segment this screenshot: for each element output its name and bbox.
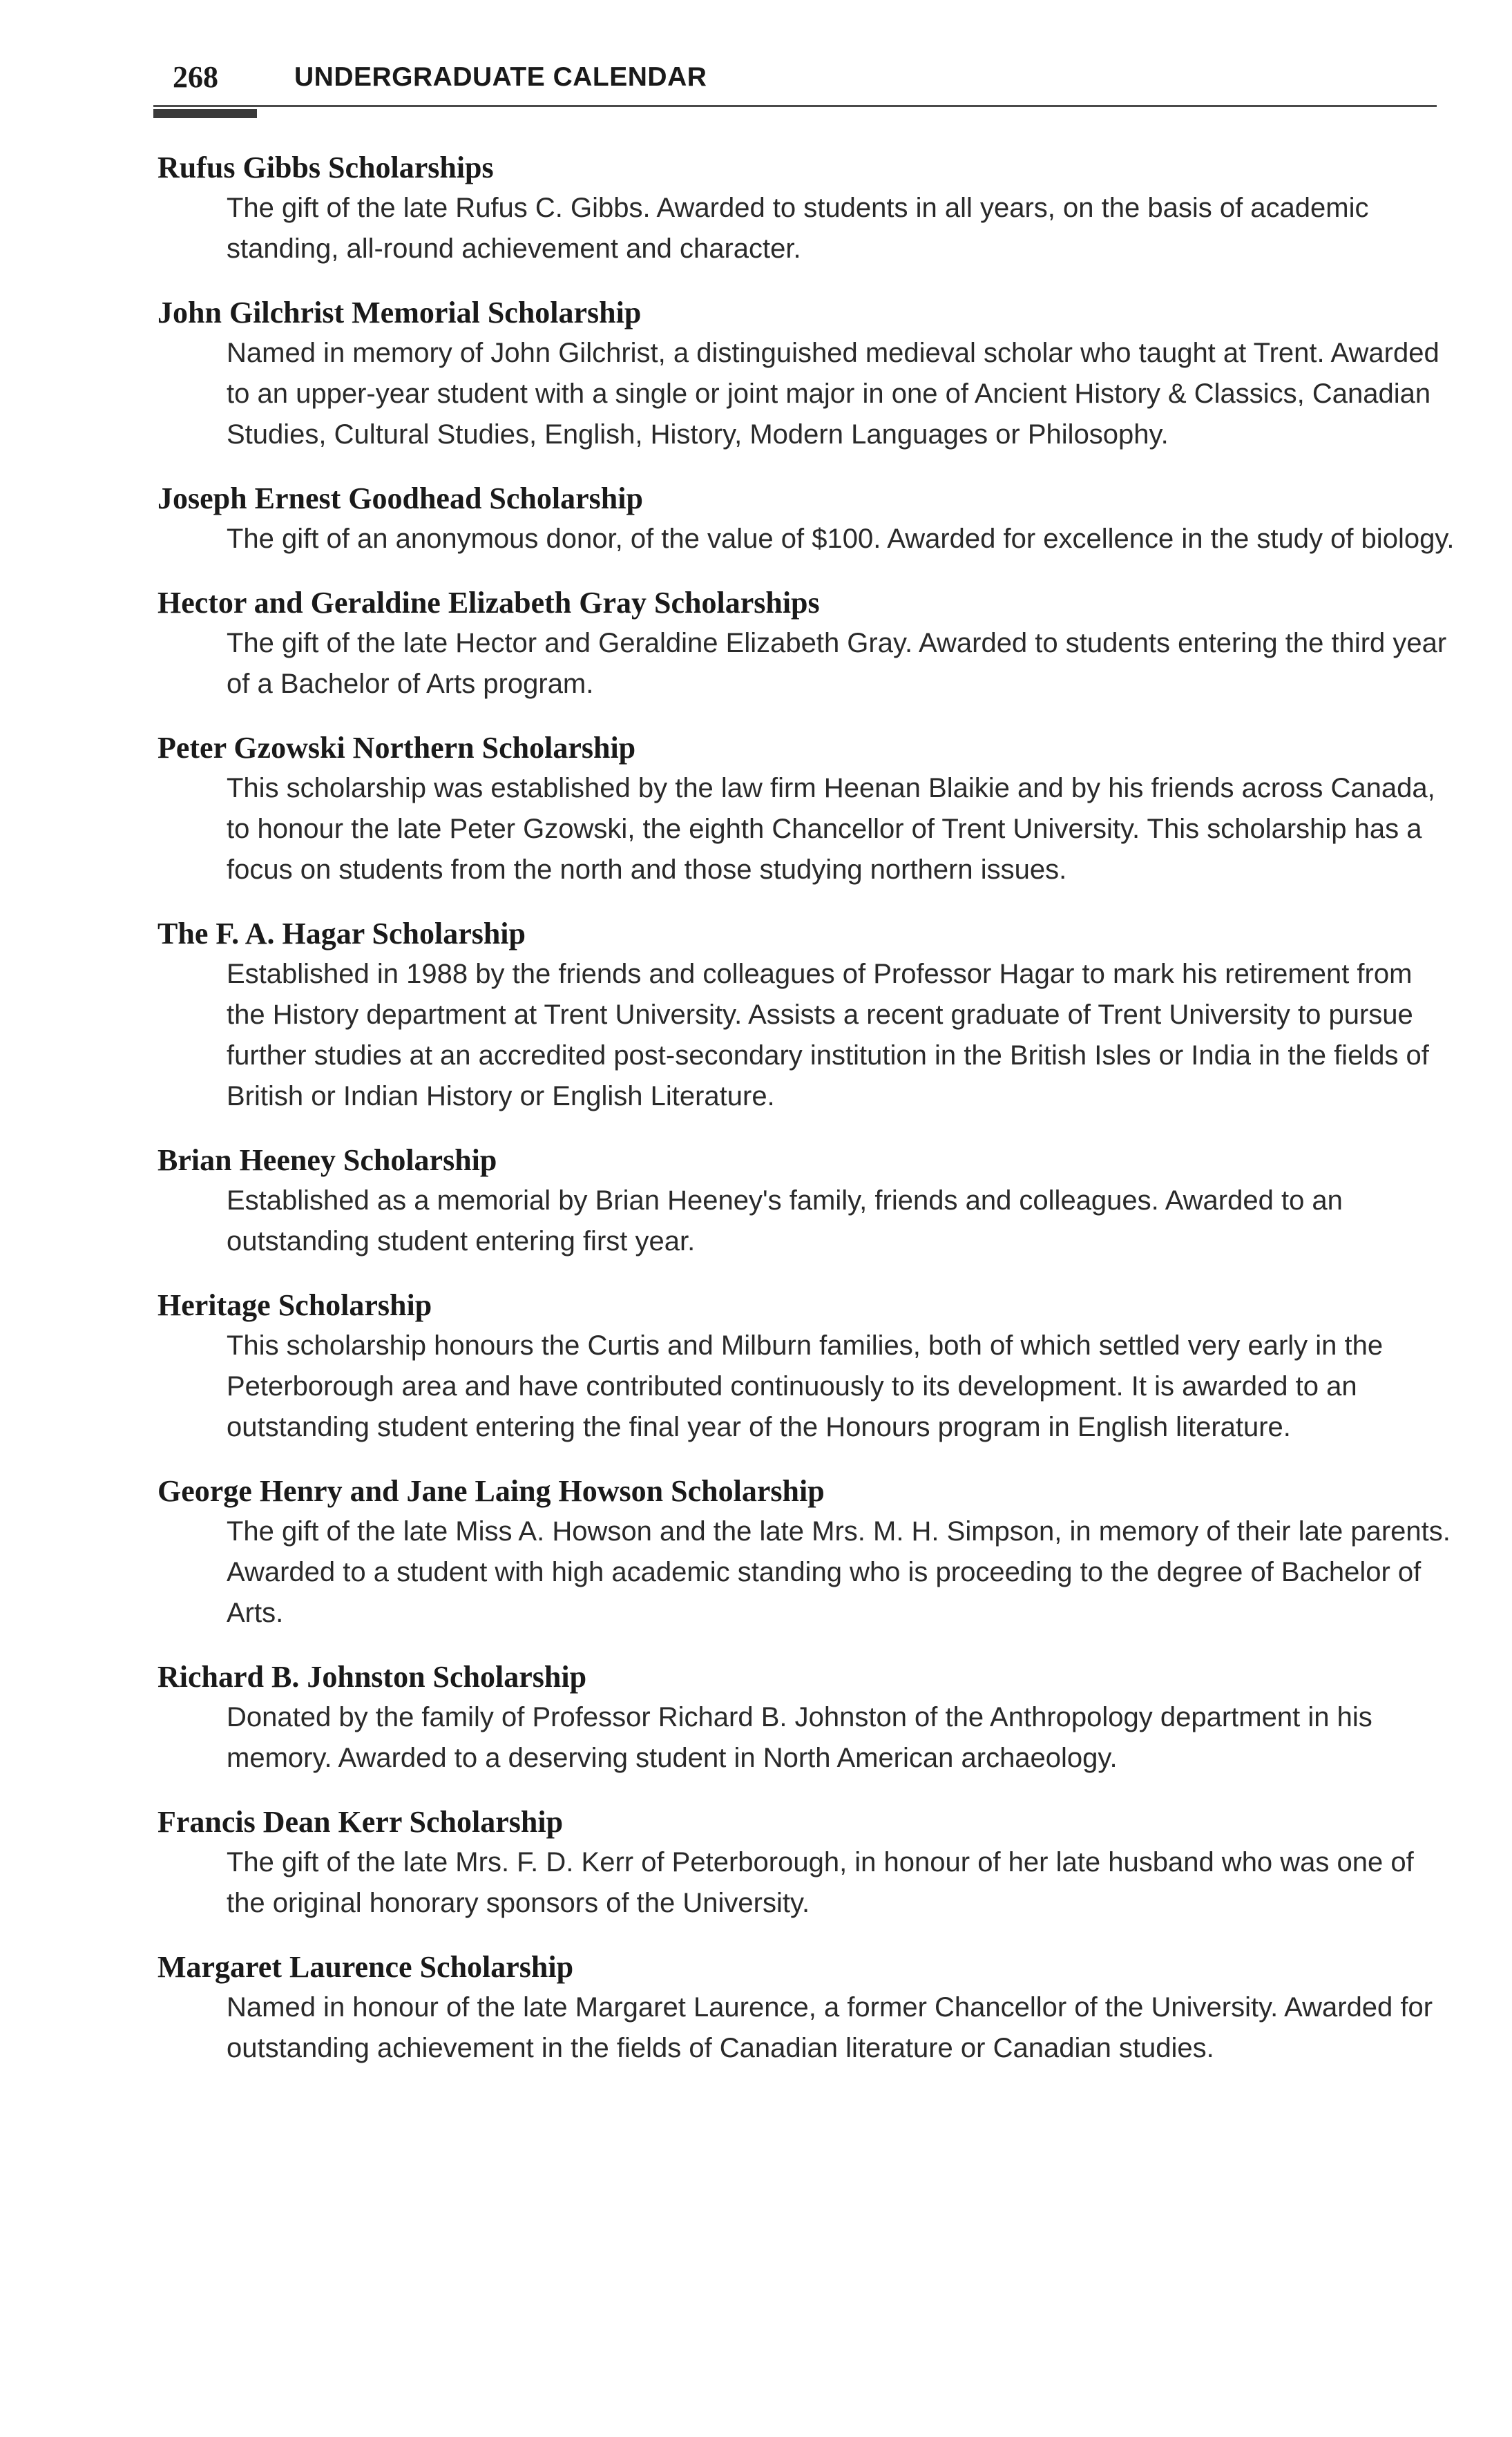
scholarship-description: Established as a memorial by Brian Heeney's family, friends and colleagues. Awarded to an outstanding student entering first year.: [227, 1185, 1343, 1256]
scholarship-title: Hector and Geraldine Elizabeth Gray Scholarships: [157, 586, 820, 620]
scholarship-title: Margaret Laurence Scholarship: [157, 1950, 574, 1984]
scholarship-entry: [157, 1140, 1470, 1262]
running-head: UNDERGRADUATE CALENDAR: [294, 62, 707, 92]
scholarship-entry: [157, 1947, 1470, 2069]
scholarship-entry: [157, 1471, 1470, 1634]
scholarship-description: Named in honour of the late Margaret Laurence, a former Chancellor of the University. Awarded for outstanding achievement in the fields of Canadian literature or Canadian studies.: [227, 1992, 1433, 2063]
scholarship-description: Established in 1988 by the friends and colleagues of Professor Hagar to mark his retirement from the History department at Trent University. Assists a recent graduate of Trent University to pursue further studies at an accredited post-secondary institution in the British Isles or India in the fields of British or Indian History or English Literature.: [227, 959, 1429, 1111]
scholarship-title: The F. A. Hagar Scholarship: [157, 917, 526, 950]
page-header: [173, 57, 1437, 98]
scholarship-description: The gift of the late Rufus C. Gibbs. Awarded to students in all years, on the basis of academic standing, all-round achievement and character.: [227, 193, 1369, 264]
scholarship-entry: [157, 1657, 1470, 1779]
scholarship-title: George Henry and Jane Laing Howson Scholarship: [157, 1474, 825, 1508]
scholarship-description: The gift of an anonymous donor, of the value of $100. Awarded for excellence in the study of biology.: [227, 524, 1455, 554]
scholarship-description: This scholarship was established by the law firm Heenan Blaikie and by his friends across Canada, to honour the late Peter Gzowski, the eighth Chancellor of Trent University. This scholarship has a focus on students from the north and those studying northern issues.: [227, 773, 1435, 885]
scholarship-entry: [157, 583, 1470, 705]
scholarship-entry: [157, 728, 1470, 890]
scholarship-list: [157, 148, 1470, 2092]
scholarship-title: Francis Dean Kerr Scholarship: [157, 1805, 564, 1839]
scholarship-entry: [157, 293, 1470, 455]
scholarship-title: Joseph Ernest Goodhead Scholarship: [157, 481, 643, 515]
scholarship-title: Brian Heeney Scholarship: [157, 1143, 497, 1177]
scholarship-entry: [157, 479, 1470, 560]
scholarship-title: Richard B. Johnston Scholarship: [157, 1660, 587, 1694]
scholarship-title: Peter Gzowski Northern Scholarship: [157, 731, 636, 765]
scholarship-entry: [157, 1802, 1470, 1924]
scholarship-entry: [157, 148, 1470, 269]
header-rule-accent: [153, 109, 257, 118]
scholarship-description: This scholarship honours the Curtis and Milburn families, both of which settled very early in the Peterborough area and have contributed continuously to its development. It is awarded to an outstanding student entering the final year of the Honours program in English literature.: [227, 1330, 1384, 1442]
scholarship-description: The gift of the late Hector and Geraldine Elizabeth Gray. Awarded to students entering the third year of a Bachelor of Arts program.: [227, 628, 1447, 699]
scholarship-title: Rufus Gibbs Scholarships: [157, 151, 494, 184]
scholarship-description: The gift of the late Mrs. F. D. Kerr of Peterborough, in honour of her late husband who was one of the original honorary sponsors of the University.: [227, 1847, 1414, 1918]
scholarship-entry: [157, 1286, 1470, 1448]
scholarship-description: Named in memory of John Gilchrist, a distinguished medieval scholar who taught at Trent. Awarded to an upper-year student with a single or joint major in one of Ancient History & Classics, Canadian Studies, Cultural Studies, English, History, Modern Languages or Philosophy.: [227, 338, 1439, 450]
scholarship-description: The gift of the late Miss A. Howson and the late Mrs. M. H. Simpson, in memory of their late parents. Awarded to a student with high academic standing who is proceeding to the degree of Bachelor of Arts.: [227, 1516, 1451, 1628]
scholarship-description: Donated by the family of Professor Richard B. Johnston of the Anthropology department in his memory. Awarded to a deserving student in North American archaeology.: [227, 1702, 1372, 1773]
page-number: 268: [173, 60, 218, 94]
scholarship-title: Heritage Scholarship: [157, 1288, 432, 1322]
header-rule: [153, 105, 1437, 107]
scholarship-title: John Gilchrist Memorial Scholarship: [157, 296, 642, 329]
scholarship-entry: [157, 914, 1470, 1117]
